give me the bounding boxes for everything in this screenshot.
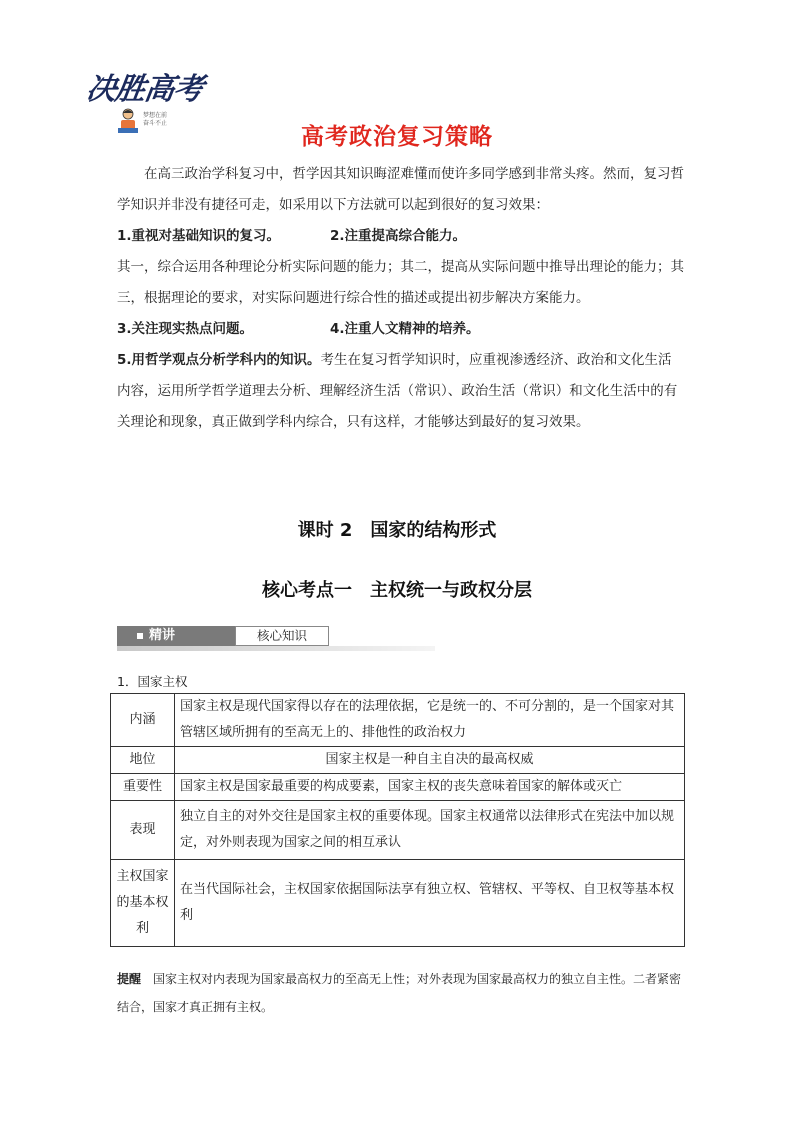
logo-subtitle: 梦想在前 奋斗不止 [143,112,168,127]
core-point-title: 核心考点一 主权统一与政权分层 [262,580,532,601]
row-header: 重要性 [111,774,175,801]
table-row [111,747,685,774]
method-4-text: 4.注重人文精神的培养。 [330,321,480,337]
section-label: 1．国家主权 [117,674,188,689]
sovereignty-table [110,693,685,947]
table-row [111,694,685,747]
section-tab-bar [117,626,435,650]
method-3-text: 3.关注现实热点问题。 [117,321,254,337]
row-content: 独立自主的对外交往是国家主权的重要体现。国家主权通常以法律形式在宪法中加以规定，对外则表现为国家之间的相互承认 [175,801,685,860]
reminder-note [117,965,687,1021]
intro-paragraph: 在高三政治学科复习中，哲学因其知识晦涩难懂而使许多同学感到非常头疼。然而，复习哲学知识并非没有捷径可走，如采用以下方法就可以起到很好的复习效果： [117,166,684,213]
logo-text: 决胜高考 [84,72,205,107]
reminder-label: 提醒 [117,972,142,986]
method-2 [330,221,630,252]
method-5 [117,345,685,438]
row-header: 地位 [111,747,175,774]
method-5-description: 考生在复习哲学知识时，应重视渗透经济、政治和文化生活内容，运用所学哲学道理去分析、理解经济生活（常识）、政治生活（常识）和文化生活中的有关理论和现象，真正做到学科内综合，只有这样，才能够达到最好的复习效果。 [117,352,678,430]
method-2-text: 2.注重提高综合能力。 [330,228,467,244]
lesson-title: 课时 2 国家的结构形式 [297,520,497,541]
row-header: 主权国家的基本权利 [111,860,175,947]
method-5-heading: 5.用哲学观点分析学科内的知识。 [117,352,321,368]
tab-bar-underline [117,646,435,651]
method-4 [330,314,630,345]
row-content: 国家主权是一种自主自决的最高权威 [175,747,685,774]
method-1-text: 1.重视对基础知识的复习。 [117,228,281,244]
reminder-text: 国家主权对内表现为国家最高权力的至高无上性；对外表现为国家最高权力的独立自主性。二者紧密结合，国家才真正拥有主权。 [117,972,682,1014]
tab-core-knowledge: 核心知识 [235,626,329,646]
tab-jingjiang-label: 精讲 [149,628,176,643]
row-content: 国家主权是现代国家得以存在的法理依据，它是统一的、不可分割的，是一个国家对其管辖区域所拥有的至高无上的、排他性的政治权力 [175,694,685,747]
method-2-description: 其一，综合运用各种理论分析实际问题的能力；其二，提高从实际问题中推导出理论的能力；其三，根据理论的要求，对实际问题进行综合性的描述或提出初步解决方案能力。 [117,259,684,306]
tab-jingjiang [117,626,235,646]
table-row [111,801,685,860]
page-title: 高考政治复习策略 [301,124,493,150]
table-row [111,860,685,947]
row-header: 内涵 [111,694,175,747]
square-bullet-icon [137,633,143,639]
row-content: 国家主权是国家最重要的构成要素，国家主权的丧失意味着国家的解体或灭亡 [175,774,685,801]
row-content: 在当代国际社会，主权国家依据国际法享有独立权、管辖权、平等权、自卫权等基本权利 [175,860,685,947]
table-row [111,774,685,801]
row-header: 表现 [111,801,175,860]
